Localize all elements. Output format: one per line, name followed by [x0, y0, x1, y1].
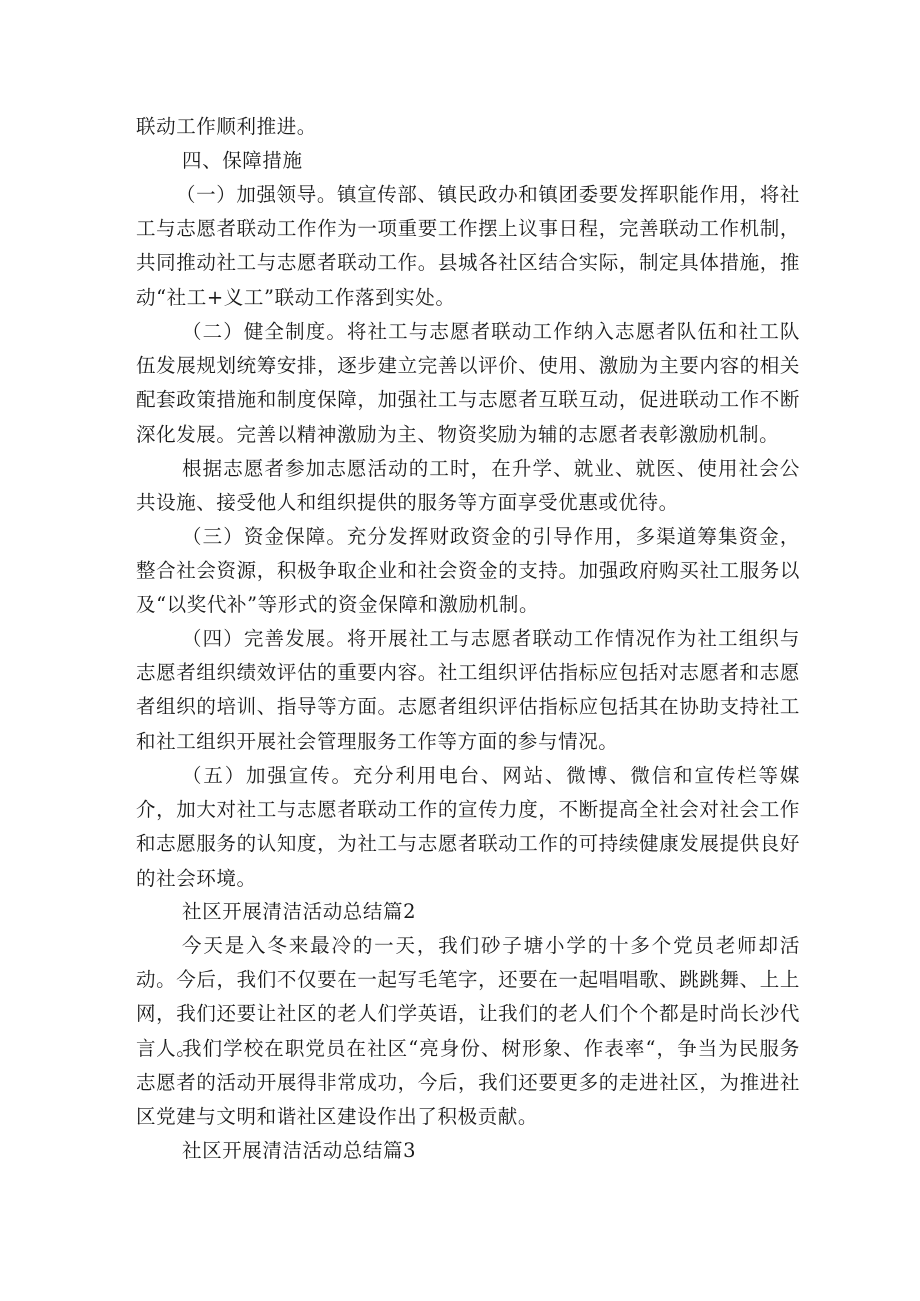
paragraph-benefits: 根据志愿者参加志愿活动的工时，在升学、就业、就医、使用社会公共设施、接受他人和组织提供的服务等方面享受优惠或优待。	[136, 457, 800, 515]
paragraph-continuation: 联动工作顺利推进。	[136, 115, 317, 138]
article-title-3: 社区开展清洁活动总结篇3	[182, 1139, 417, 1162]
paragraph-publicity: （五）加强宣传。充分利用电台、网站、微博、微信和宣传栏等媒介，加大对社工与志愿者联动工作的宣传力度，不断提高全社会对社会工作和志愿服务的认知度，为社工与志愿者联动工作的可持续健康发展提供良好的社会环境。	[136, 764, 800, 890]
paragraph-leadership: （一）加强领导。镇宣传部、镇民政办和镇团委要发挥职能作用，将社工与志愿者联动工作作为一项重要工作摆上议事日程，完善联动工作机制，共同推动社工与志愿者联动工作。县城各社区结合实际，制定具体措施，推动“社工+义工”联动工作落到实处。	[136, 183, 800, 309]
paragraph-article2-intro: 今天是入冬来最冷的一天，我们砂子塘小学的十多个党员老师却活动。今后，我们不仅要在一起写毛笔字，还要在一起唱唱歌、跳跳舞、上上网，我们还要让社区的老人们学英语，让我们的老人们个个都是时尚长沙代言人。	[136, 934, 800, 1060]
paragraph-article2-body: 我们学校在职党员在社区“亮身份、树形象、作表率“，争当为民服务志愿者的活动开展得非常成功，今后，我们还要更多的走进社区，为推进社区党建与文明和谐社区建设作出了积极贡献。	[136, 1037, 800, 1129]
paragraph-funding: （三）资金保障。充分发挥财政资金的引导作用，多渠道筹集资金，整合社会资源，积极争取企业和社会资金的支持。加强政府购买社工服务以及“以奖代补”等形式的资金保障和激励机制。	[136, 525, 800, 617]
section-heading: 四、保障措施	[182, 149, 303, 172]
article-title-2: 社区开展清洁活动总结篇2	[182, 900, 417, 923]
paragraph-system: （二）健全制度。将社工与志愿者联动工作纳入志愿者队伍和社工队伍发展规划统筹安排，逐步建立完善以评价、使用、激励为主要内容的相关配套政策措施和制度保障，加强社工与志愿者互联互动，促进联动工作不断深化发展。完善以精神激励为主、物资奖励为辅的志愿者表彰激励机制。	[136, 320, 800, 446]
paragraph-development: （四）完善发展。将开展社工与志愿者联动工作情况作为社工组织与志愿者组织绩效评估的重要内容。社工组织评估指标应包括对志愿者和志愿者组织的培训、指导等方面。志愿者组织评估指标应包括其在协助支持社工和社工组织开展社会管理服务工作等方面的参与情况。	[136, 627, 800, 753]
